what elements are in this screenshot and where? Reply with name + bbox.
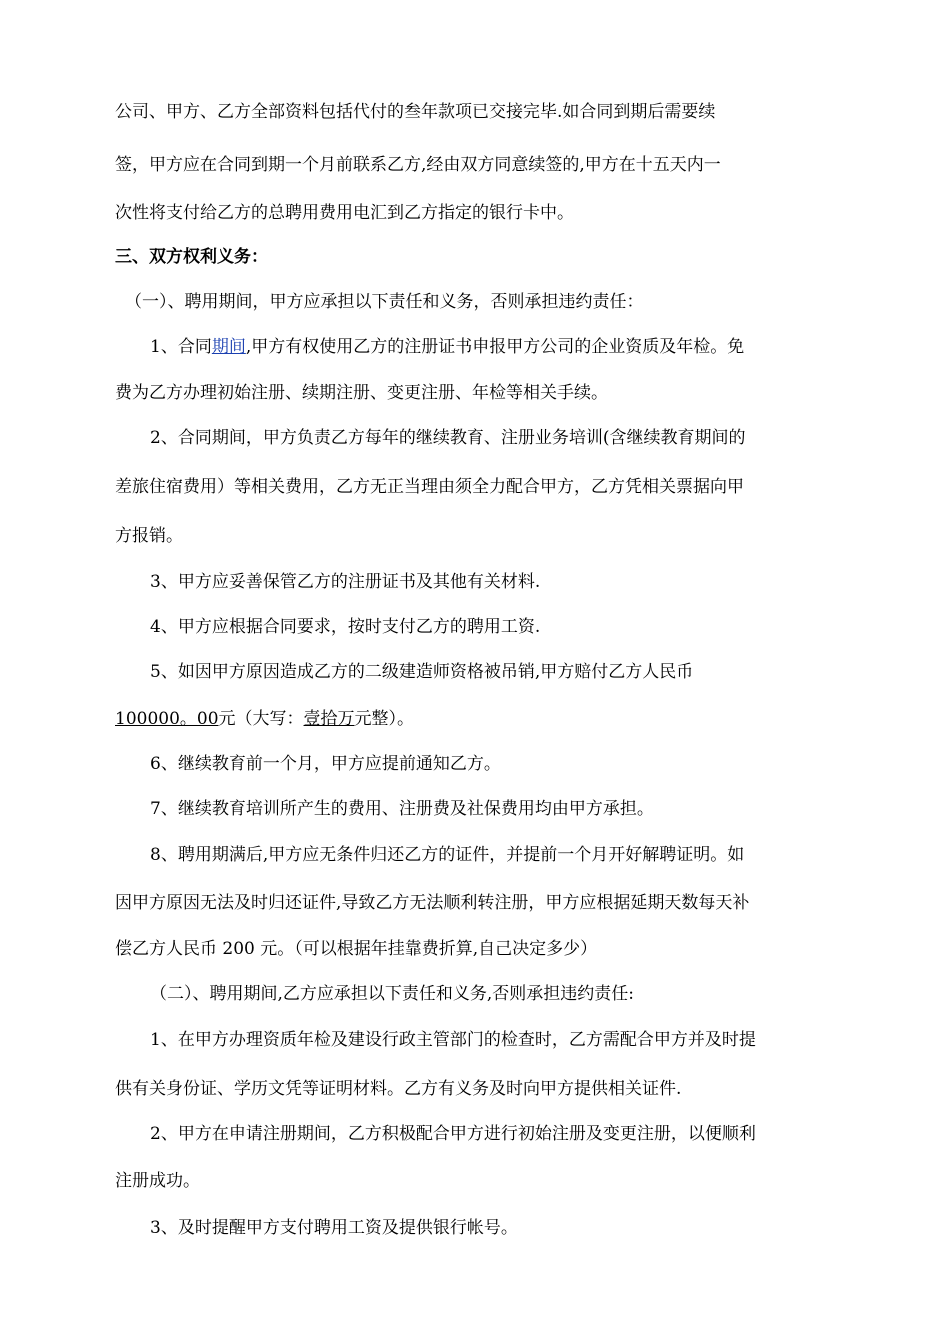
part-1-item-1-rest: ,甲方有权使用乙方的注册证书申报甲方公司的企业资质及年检。免 [245,337,745,357]
part-1-item-8-line-1: 8、聘用期满后,甲方应无条件归还乙方的证件，并提前一个月开好解聘证明。如 [150,845,745,865]
part-1-item-1-prefix: 1、合同 [150,337,212,357]
part-2-item-2-line-1: 2、甲方在申请注册期间，乙方积极配合甲方进行初始注册及变更注册，以便顺利 [150,1124,756,1144]
part-1-item-3: 3、甲方应妥善保管乙方的注册证书及其他有关材料. [150,572,541,592]
intro-line-2: 签，甲方应在合同到期一个月前联系乙方,经由双方同意续签的,甲方在十五天内一 [115,155,721,175]
term-link[interactable]: 期间 [211,337,246,357]
part-1-item-6: 6、继续教育前一个月，甲方应提前通知乙方。 [150,754,501,774]
part-1-item-2-line-1: 2、合同期间，甲方负责乙方每年的继续教育、注册业务培训(含继续教育期间的 [150,428,746,448]
part-2-item-1-line-2: 供有关身份证、学历文凭等证明材料。乙方有义务及时向甲方提供相关证件. [115,1079,682,1099]
part-1-item-5-line-2 [115,707,414,731]
part-1-item-7: 7、继续教育培训所产生的费用、注册费及社保费用均由甲方承担。 [150,799,654,819]
part-1-item-1-line-2: 费为乙方办理初始注册、续期注册、变更注册、年检等相关手续。 [115,383,608,403]
part-2-item-1-line-1: 1、在甲方办理资质年检及建设行政主管部门的检查时，乙方需配合甲方并及时提 [150,1030,756,1050]
amount-words-label: 元（大写： [218,709,304,729]
part-1-item-5-line-1: 5、如因甲方原因造成乙方的二级建造师资格被吊销,甲方赔付乙方人民币 [150,662,694,682]
compensation-amount: 100000。00 [115,709,219,729]
part-1-item-1-line-1 [150,335,744,359]
intro-line-3: 次性将支付给乙方的总聘用费用电汇到乙方指定的银行卡中。 [115,203,574,223]
part-1-item-2-line-2: 差旅住宿费用）等相关费用，乙方无正当理由须全力配合甲方，乙方凭相关票据向甲 [115,477,744,497]
part-1-heading: （一）、聘用期间，甲方应承担以下责任和义务，否则承担违约责任： [125,292,644,312]
part-2-item-3: 3、及时提醒甲方支付聘用工资及提供银行帐号。 [150,1218,518,1238]
part-2-item-2-line-2: 注册成功。 [115,1171,200,1191]
intro-line-1: 公司、甲方、乙方全部资料包括代付的叁年款项已交接完毕.如合同到期后需要续 [115,102,716,122]
part-1-item-8-line-2: 因甲方原因无法及时归还证件,导致乙方无法顺利转注册，甲方应根据延期天数每天补 [115,893,750,913]
section-3-heading: 三、双方权利义务： [115,247,268,267]
part-1-item-8-line-3: 偿乙方人民币 200 元。（可以根据年挂靠费折算,自己决定多少） [115,939,598,959]
part-2-heading: （二）、聘用期间,乙方应承担以下责任和义务,否则承担违约责任: [150,984,635,1004]
compensation-amount-words: 壹拾万 [303,709,355,729]
part-1-item-4: 4、甲方应根据合同要求，按时支付乙方的聘用工资. [150,617,541,637]
amount-end: 元整）。 [354,709,415,729]
part-1-item-2-line-3: 方报销。 [115,526,183,546]
